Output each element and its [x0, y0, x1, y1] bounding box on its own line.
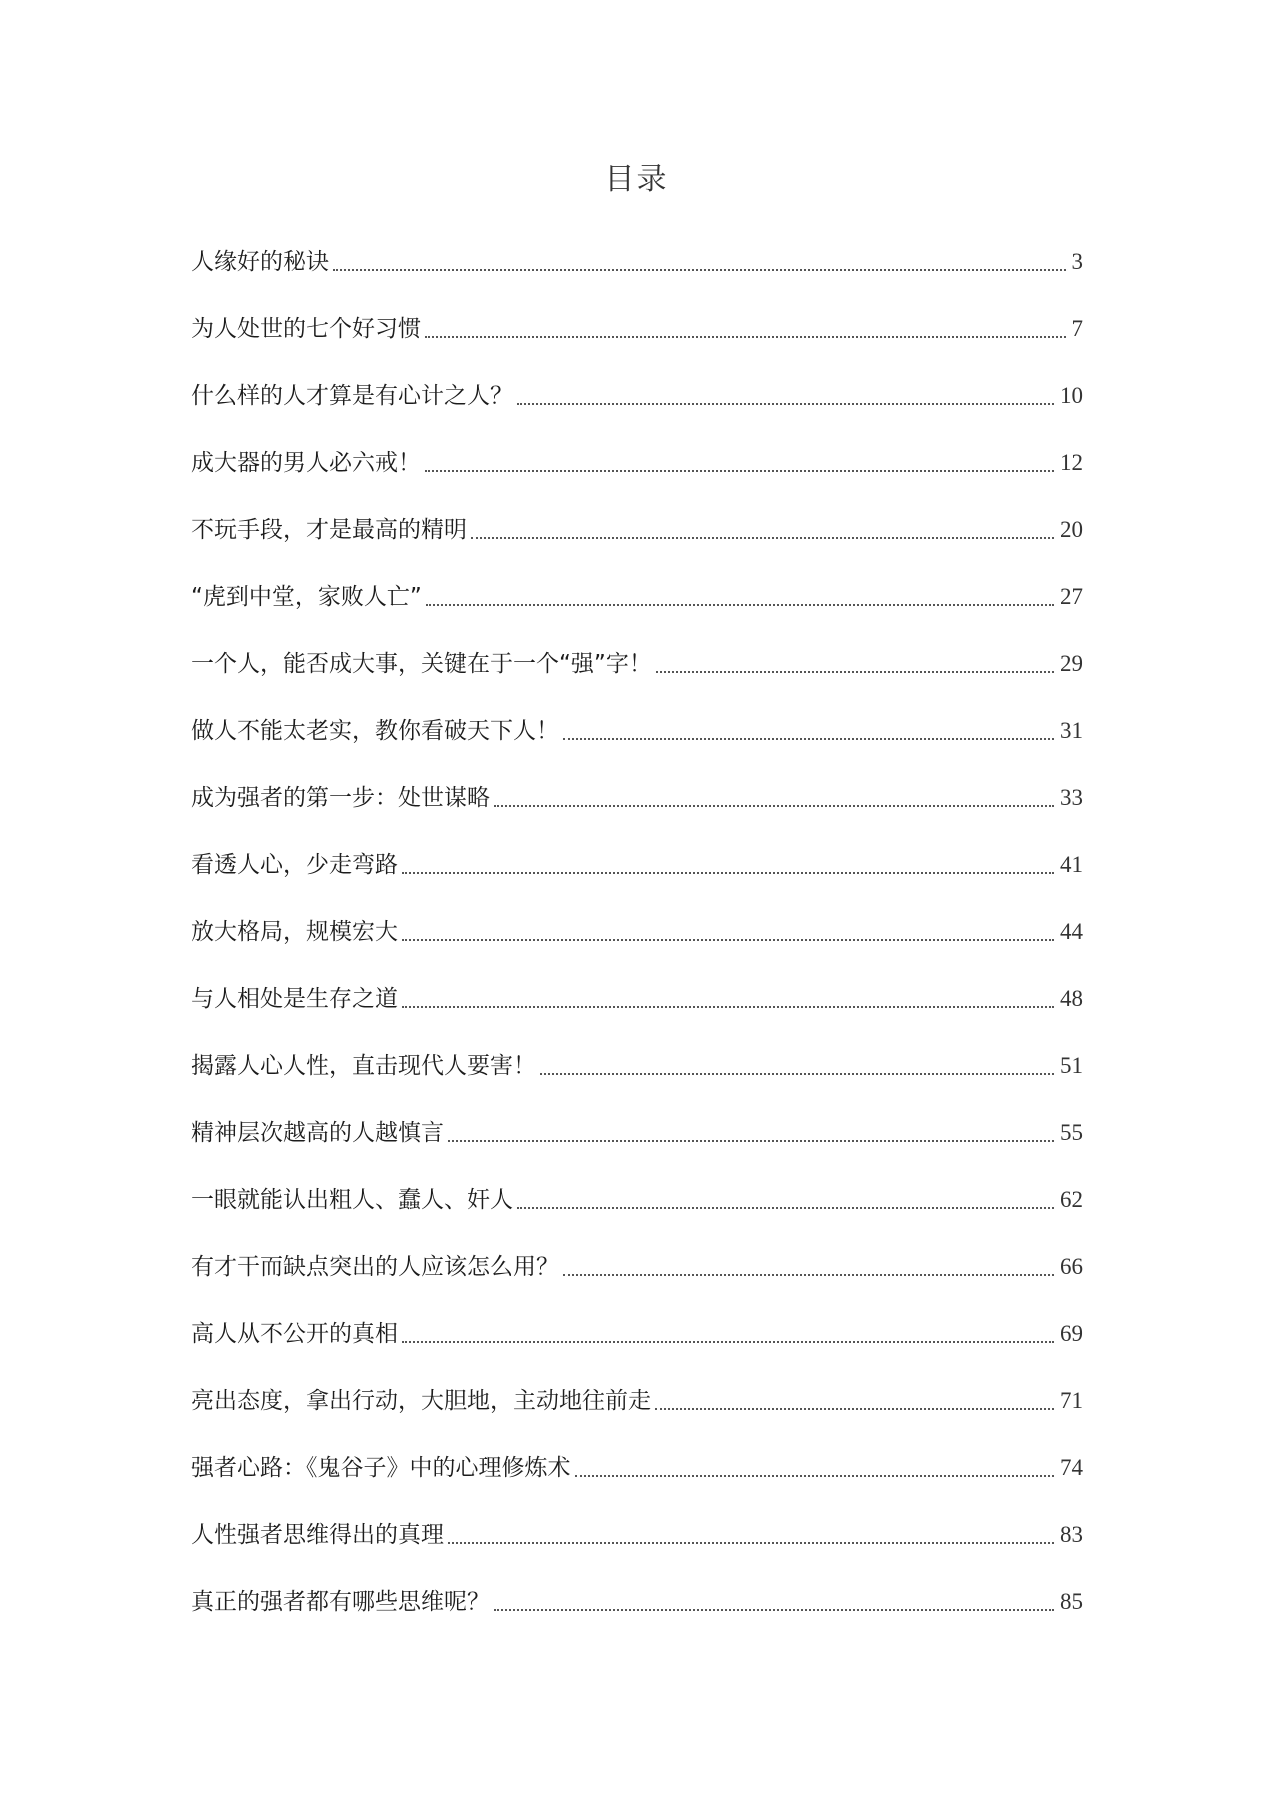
toc-entry-page: 69 [1060, 1321, 1083, 1346]
toc-entry-title: 真正的强者都有哪些思维呢？ [191, 1589, 490, 1615]
toc-entry-page: 3 [1071, 249, 1083, 274]
toc-entry-page: 55 [1060, 1120, 1083, 1145]
dot-leader [656, 671, 1054, 673]
toc-entry[interactable] [191, 1237, 1083, 1304]
toc-list [191, 232, 1083, 1639]
toc-entry-page: 44 [1060, 919, 1083, 944]
toc-entry-title: 一眼就能认出粗人、蠢人、奸人 [191, 1187, 513, 1213]
toc-entry-title: 高人从不公开的真相 [191, 1321, 398, 1347]
toc-entry[interactable] [191, 232, 1083, 299]
toc-entry-page: 7 [1071, 316, 1083, 341]
dot-leader [655, 1408, 1054, 1410]
toc-entry[interactable] [191, 902, 1083, 969]
dot-leader [425, 470, 1054, 472]
dot-leader [494, 1609, 1054, 1611]
toc-entry-title: 亮出态度，拿出行动，大胆地，主动地往前走 [191, 1388, 651, 1414]
toc-entry-page: 62 [1060, 1187, 1083, 1212]
toc-entry-page: 12 [1060, 450, 1083, 475]
toc-entry[interactable] [191, 634, 1083, 701]
toc-entry[interactable] [191, 768, 1083, 835]
toc-entry-title: 成为强者的第一步：处世谋略 [191, 785, 490, 811]
toc-entry[interactable] [191, 1304, 1083, 1371]
toc-entry[interactable] [191, 1103, 1083, 1170]
toc-entry-page: 66 [1060, 1254, 1083, 1279]
toc-entry-page: 51 [1060, 1053, 1083, 1078]
toc-entry-title: 强者心路：《鬼谷子》中的心理修炼术 [191, 1455, 571, 1481]
toc-entry-title: 一个人，能否成大事，关键在于一个“强”字！ [191, 651, 652, 677]
toc-entry[interactable] [191, 567, 1083, 634]
toc-entry-page: 10 [1060, 383, 1083, 408]
toc-entry-title: 与人相处是生存之道 [191, 986, 398, 1012]
toc-entry-title: 人性强者思维得出的真理 [191, 1522, 444, 1548]
toc-entry[interactable] [191, 433, 1083, 500]
dot-leader [563, 1274, 1054, 1276]
toc-entry[interactable] [191, 835, 1083, 902]
toc-entry-title: 成大器的男人必六戒！ [191, 450, 421, 476]
toc-entry[interactable] [191, 1371, 1083, 1438]
toc-entry[interactable] [191, 1036, 1083, 1103]
dot-leader [448, 1542, 1054, 1544]
dot-leader [402, 872, 1054, 874]
toc-entry-page: 27 [1060, 584, 1083, 609]
dot-leader [575, 1475, 1055, 1477]
toc-title: 目录 [604, 162, 669, 197]
toc-entry[interactable] [191, 1505, 1083, 1572]
toc-entry-title: 不玩手段，才是最高的精明 [191, 517, 467, 543]
dot-leader [425, 336, 1066, 338]
dot-leader [426, 604, 1054, 606]
toc-entry-title: “虎到中堂，家败人亡” [191, 584, 422, 610]
toc-entry-title: 做人不能太老实，教你看破天下人！ [191, 718, 559, 744]
toc-entry[interactable] [191, 1572, 1083, 1639]
toc-entry[interactable] [191, 701, 1083, 768]
toc-entry-page: 83 [1060, 1522, 1083, 1547]
dot-leader [402, 1341, 1054, 1343]
toc-entry-page: 48 [1060, 986, 1083, 1011]
toc-entry-title: 为人处世的七个好习惯 [191, 316, 421, 342]
dot-leader [517, 1207, 1054, 1209]
toc-entry-page: 85 [1060, 1589, 1083, 1614]
dot-leader [540, 1073, 1054, 1075]
toc-entry-page: 74 [1060, 1455, 1083, 1480]
dot-leader [333, 269, 1066, 271]
dot-leader [448, 1140, 1054, 1142]
toc-entry-title: 看透人心，少走弯路 [191, 852, 398, 878]
dot-leader [517, 403, 1054, 405]
toc-entry-title: 精神层次越高的人越慎言 [191, 1120, 444, 1146]
toc-entry[interactable] [191, 299, 1083, 366]
toc-entry-page: 33 [1060, 785, 1083, 810]
toc-entry[interactable] [191, 1170, 1083, 1237]
toc-entry-page: 31 [1060, 718, 1083, 743]
toc-entry[interactable] [191, 1438, 1083, 1505]
toc-entry-title: 什么样的人才算是有心计之人？ [191, 383, 513, 409]
dot-leader [563, 738, 1054, 740]
dot-leader [402, 939, 1054, 941]
toc-entry[interactable] [191, 366, 1083, 433]
toc-entry-page: 71 [1060, 1388, 1083, 1413]
toc-entry[interactable] [191, 500, 1083, 567]
toc-entry-title: 放大格局，规模宏大 [191, 919, 398, 945]
toc-entry-title: 人缘好的秘诀 [191, 249, 329, 275]
toc-entry-title: 有才干而缺点突出的人应该怎么用？ [191, 1254, 559, 1280]
toc-entry[interactable] [191, 969, 1083, 1036]
toc-entry-page: 41 [1060, 852, 1083, 877]
dot-leader [402, 1006, 1054, 1008]
toc-entry-page: 29 [1060, 651, 1083, 676]
dot-leader [494, 805, 1054, 807]
toc-entry-page: 20 [1060, 517, 1083, 542]
dot-leader [471, 537, 1054, 539]
toc-entry-title: 揭露人心人性，直击现代人要害！ [191, 1053, 536, 1079]
